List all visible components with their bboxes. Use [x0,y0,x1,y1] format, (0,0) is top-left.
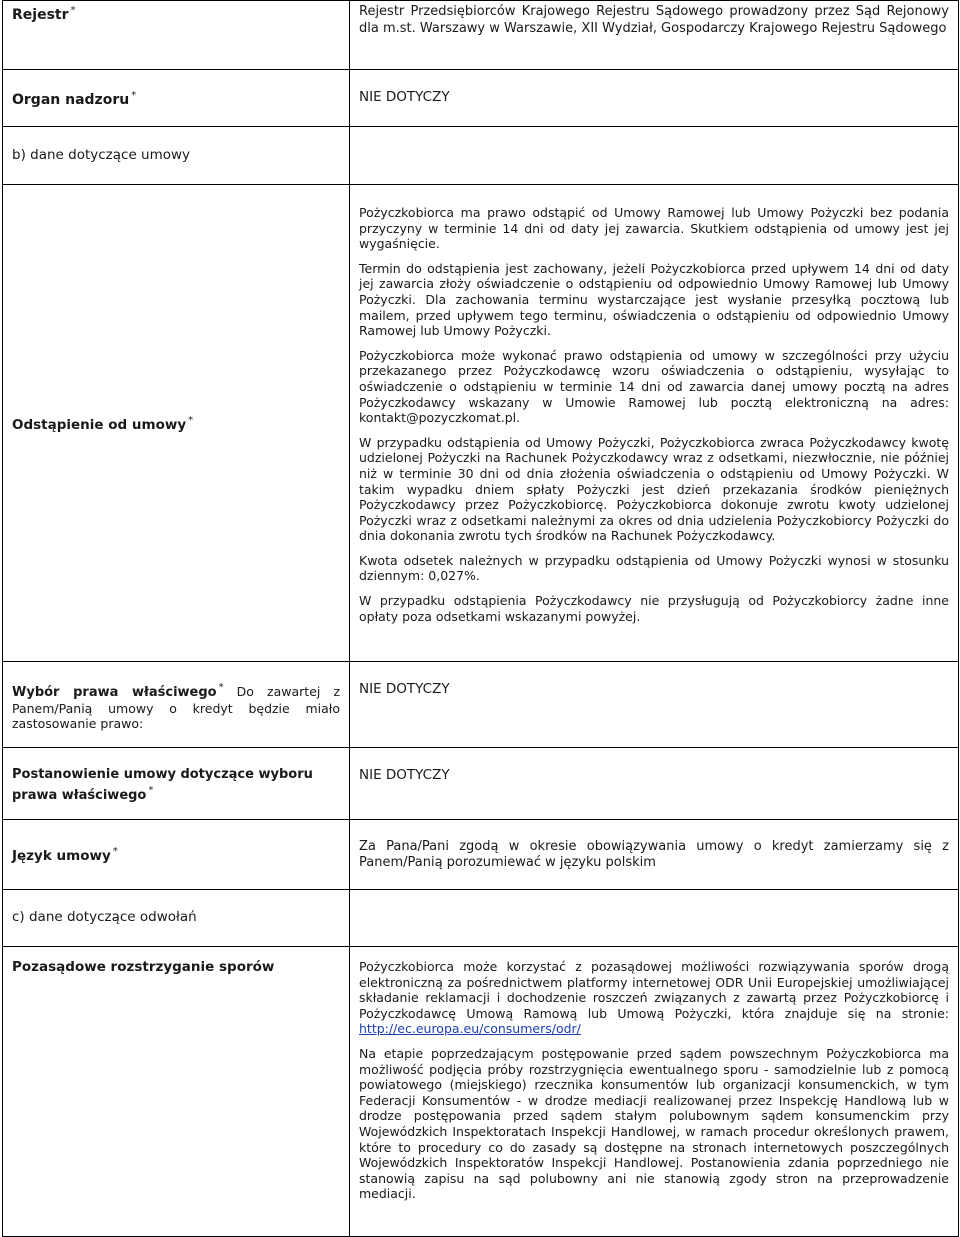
section-b-heading: b) dane dotyczące umowy [3,127,350,185]
pozasadowe-paragraph: Na etapie poprzedzającym postępowanie przed sądem powszechnym Pożyczkobiorca ma możliwość podjęcia próby rozstrzygnięcia ewentualnego sporu - samodzielnie lub z pomocą powiatowego (miejskiego) rzecznika konsumentów lub organizacji konsumenckich, w tym Federacji Konsumentów - w drodze mediacji realizowanej przez Inspekcję Handlową lub w drodze postępowania przed sądem stałym polubownym sądem konsumenckim przy Wojewódzkich Inspektoratach Inspekcji Handlowej, w ramach procedur określonych prawem, które to procedury co do zasady są dostępne na stronach internetowych poszczególnych Wojewódzkich Inspektoratów Inspekcji Handlowej. Postanowienia zdania poprzedniego nie stanowią zapisu na sąd polubowny ani nie stanowią zgody stron na przeprowadzenie mediacji. [359,1045,949,1202]
section-c-heading: c) dane dotyczące odwołań [3,890,350,947]
row-organ [3,70,959,127]
odr-link[interactable]: http://ec.europa.eu/consumers/odr/ [359,1021,581,1037]
row-jezyk [3,820,959,890]
required-star: * [218,682,224,693]
required-star: * [70,5,76,16]
postanowienie-label: Postanowienie umowy dotyczące wyboru prawa właściwego [12,767,313,803]
organ-label: Organ nadzoru [12,91,130,108]
row-section-b [3,127,959,185]
postanowienie-label-cell [3,748,350,820]
row-section-c [3,890,959,947]
wybor-label-text: Do zawartej z Panem/Panią umowy o kredyt będzie miało zastosowanie prawo: [12,684,341,732]
required-star: * [148,784,154,796]
rejestr-value: Rejestr Przedsiębiorców Krajowego Rejestru Sądowego prowadzony przez Sąd Rejonowy dla m.st. Warszawy w Warszawie, XII Wydział, Gospodarczy Krajowego Rejestru Sądowego [350,1,959,70]
jezyk-label-cell [3,820,350,890]
row-rejestr [3,1,959,70]
odstapienie-value [350,185,959,662]
odstapienie-paragraph: W przypadku odstąpienia od Umowy Pożyczki, Pożyczkobiorca zwraca Pożyczkodawcy kwotę udzielonej Pożyczki na Rachunek Pożyczkodawcy wraz z odsetkami, niezwłocznie, nie później niż w terminie 30 dni od dnia złożenia oświadczenia o odstąpieniu od Umowy Pożyczki. W takim wypadku dniem spłaty Pożyczki jest dzień przekazania środków pieniężnych Pożyczkodawcy przez Pożyczkobiorcę. Pożyczkobiorca dokonuje zwrotu kwoty udzielonej Pożyczki wraz z odsetkami należnymi za okres od dnia udzielenia Pożyczkobiorcy Pożyczki do dnia dokonania zwrotu tych środków na Rachunek Pożyczkodawcy. [359,434,949,544]
pozasadowe-label: Pozasądowe rozstrzyganie sporów [12,959,275,975]
row-odstapienie [3,185,959,662]
section-b-empty [350,127,959,185]
odstapienie-paragraph: Termin do odstąpienia jest zachowany, jeżeli Pożyczkobiorca przed upływem 14 dni od daty jej zawarcia złoży oświadczenie o odstąpieniu od odpowiednio Umowy Ramowej lub Umowy Pożyczki. Dla zachowania terminu wystarczające jest wysłanie przesyłką pocztową lub mailem, przed upływem tego terminu, oświadczenia o odstąpieniu od odpowiednio Umowy Ramowej lub Umowy Pożyczki. [359,260,949,339]
section-c-empty [350,890,959,947]
odstapienie-label: Odstąpienie od umowy [12,416,187,433]
jezyk-label: Język umowy [12,848,111,865]
row-pozasadowe [3,947,959,1237]
wybor-value: NIE DOTYCZY [350,662,959,748]
pozasadowe-label-cell [3,947,350,1237]
required-star: * [188,414,194,426]
jezyk-value: Za Pana/Pani zgodą w okresie obowiązywania umowy o kredyt zamierzamy się z Panem/Panią porozumiewać w języku polskim [350,820,959,890]
required-star: * [112,846,118,858]
rejestr-label: Rejestr [12,7,69,23]
row-wybor [3,662,959,748]
organ-value: NIE DOTYCZY [350,70,959,127]
row-postanowienie [3,748,959,820]
required-star: * [131,89,137,101]
postanowienie-value: NIE DOTYCZY [350,748,959,820]
pozasadowe-paragraph-text: Pożyczkobiorca może korzystać z pozasądowej możliwości rozwiązywania sporów drogą elektroniczną za pośrednictwem platformy internetowej ODR Unii Europejskiej umożliwiającej składanie reklamacji i dochodzenie roszczeń związanych z zawartą przez Pożyczkobiorcę i Pożyczkodawcę Umową Ramową lub Umową Pożyczki, która znajduje się na stronie: [359,959,949,1021]
wybor-label: Wybór prawa właściwego [12,685,217,700]
odstapienie-paragraph: Pożyczkobiorca może wykonać prawo odstąpienia od umowy w szczególności przy użyciu przekazanego przez Pożyczkodawcę wzoru oświadczenia o odstąpieniu, wysyłając to oświadczenie o odstąpieniu w terminie 14 dni od zawarcia danej umowy pocztą na adres Pożyczkodawcy wskazany w Umowie Ramowej lub pocztą elektroniczną na adres: kontakt@pozyczkomat.pl. [359,347,949,426]
odstapienie-paragraph: Pożyczkobiorca ma prawo odstąpić od Umowy Ramowej lub Umowy Pożyczki bez podania przyczyny w terminie 14 dni od daty jej zawarcia. Skutkiem odstąpienia od umowy jest jej wygaśnięcie. [359,205,949,252]
odstapienie-label-cell [3,185,350,662]
odstapienie-paragraph: Kwota odsetek należnych w przypadku odstąpienia od Umowy Pożyczki wynosi w stosunku dziennym: 0,027%. [359,552,949,584]
pozasadowe-value [350,947,959,1237]
odstapienie-paragraph: W przypadku odstąpienia Pożyczkodawcy nie przysługują od Pożyczkobiorcy żadne inne opłaty poza odsetkami wskazanymi powyżej. [359,593,949,624]
pozasadowe-paragraph [359,959,949,1037]
document-table [2,0,959,1237]
wybor-label-cell [3,662,350,748]
organ-label-cell [3,70,350,127]
rejestr-label-cell [3,1,350,70]
